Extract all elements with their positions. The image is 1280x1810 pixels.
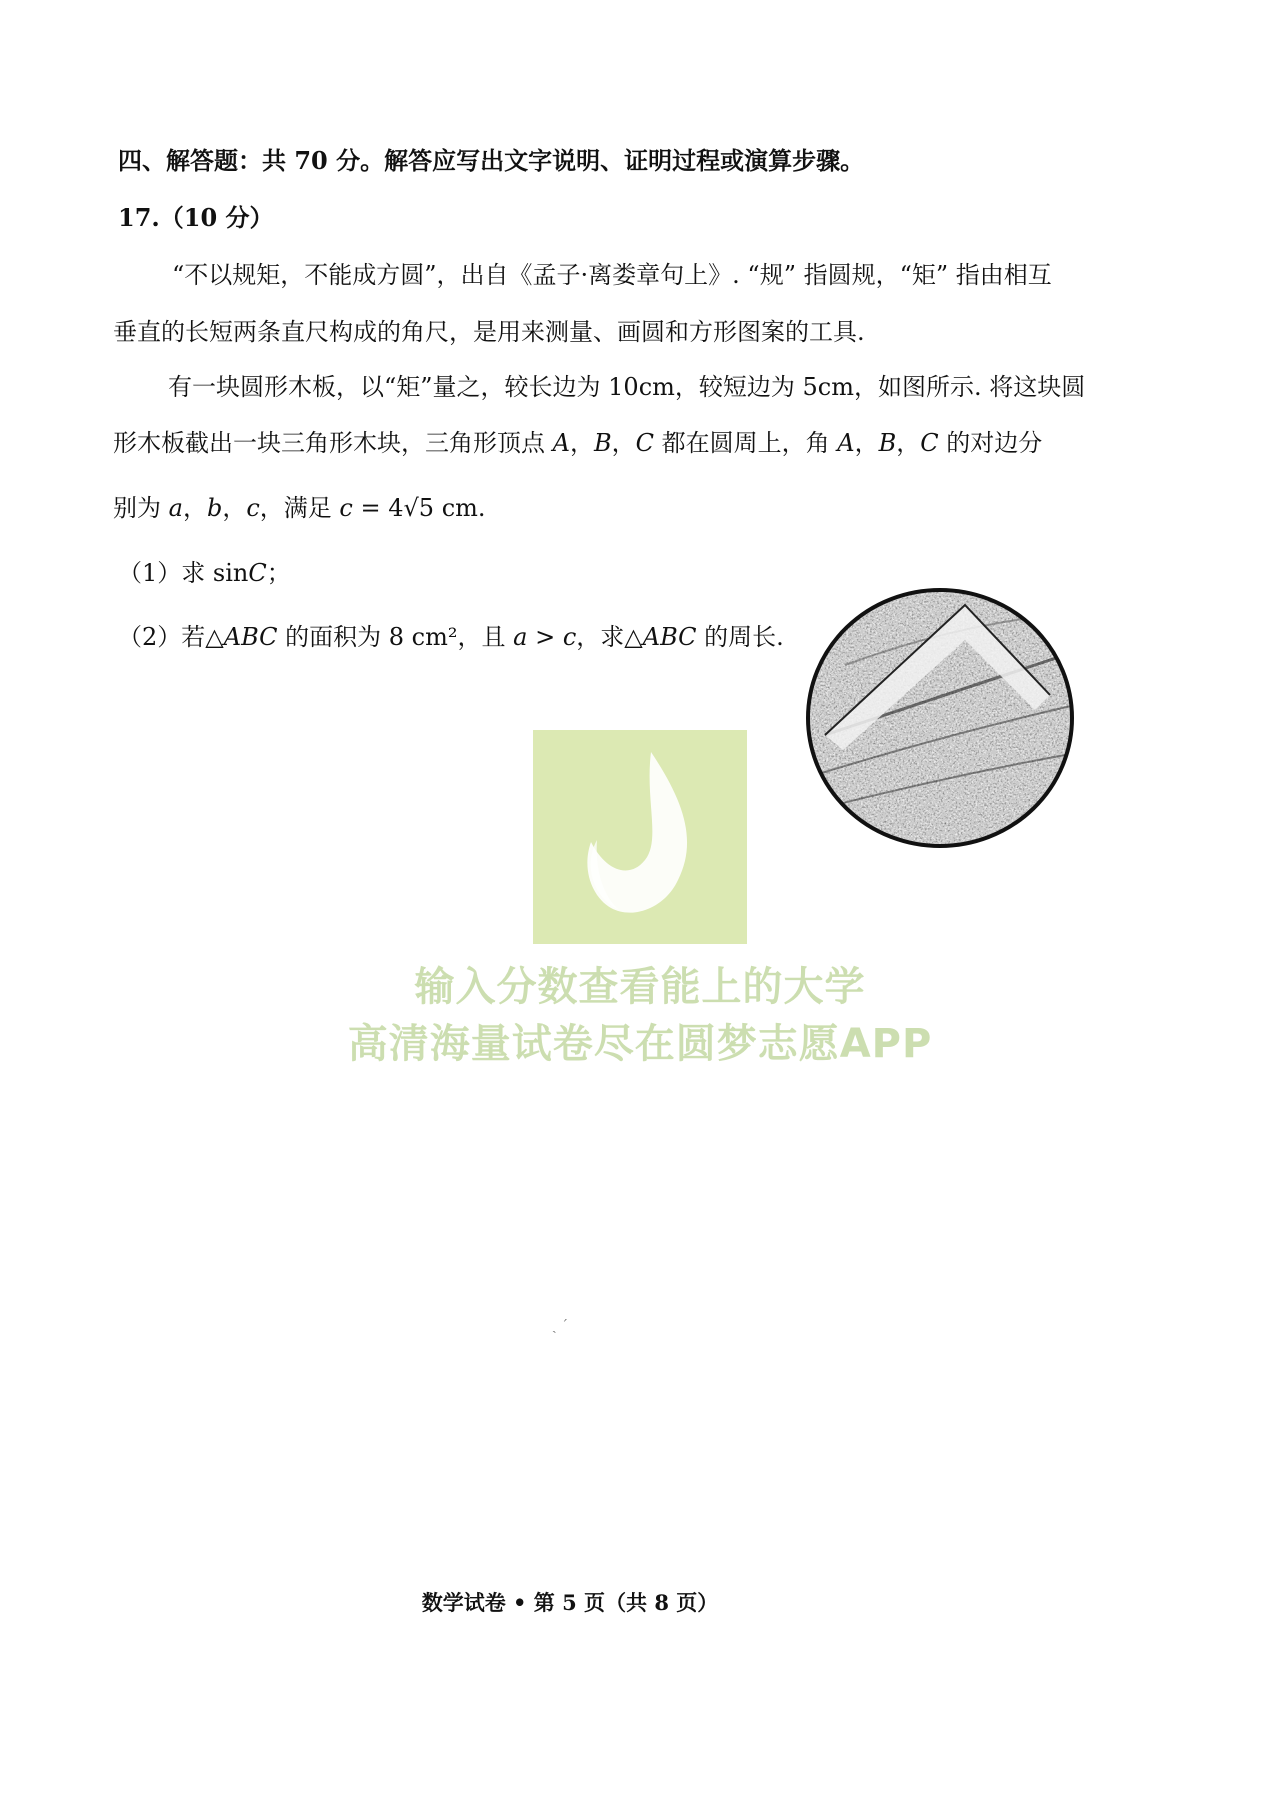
separator: ， (569, 429, 594, 457)
wooden-board-figure (805, 585, 1075, 850)
app-logo-watermark (533, 730, 747, 944)
separator: ， (896, 429, 921, 457)
sub-question-2 (118, 622, 784, 652)
text-fragment: ，求△ (576, 623, 643, 651)
var-C: C (248, 559, 267, 587)
var-c: c (562, 623, 577, 651)
var-C: C (920, 429, 939, 457)
paragraph-2-line-1: 有一块圆形木板，以“矩”量之，较长边为 10cm，较短边为 5cm，如图所示. 将这块圆 (168, 373, 1086, 401)
paragraph-2-line-2 (113, 428, 1042, 458)
sub-question-1 (118, 558, 291, 588)
var-a: a (513, 623, 528, 651)
var-A: A (837, 429, 855, 457)
var-C: C (635, 429, 654, 457)
text-fragment: 别为 (113, 494, 169, 522)
watermark-line-2: 高清海量试卷尽在圆梦志愿APP (347, 1021, 933, 1067)
page-footer: 数学试卷 • 第 5 页（共 8 页） (421, 1590, 719, 1615)
equation: = 4√5 cm. (352, 494, 486, 522)
text-fragment: ； (266, 559, 291, 587)
var-B: B (878, 429, 897, 457)
watermark-line-1: 输入分数查看能上的大学 (414, 964, 866, 1010)
var-b: b (206, 494, 223, 522)
separator: ， (222, 494, 247, 522)
text-fragment: 都在圆周上，角 (654, 429, 838, 457)
paragraph-1-line-2: 垂直的长短两条直尺构成的角尺，是用来测量、画圆和方形图案的工具. (113, 318, 865, 346)
text-fragment: 的面积为 8 cm²，且 (277, 623, 514, 651)
text-fragment: ，满足 (259, 494, 340, 522)
paragraph-1-line-1: “不以规矩，不能成方圆”，出自《孟子·离娄章句上》. “规” 指圆规，“矩” 指由相互 (172, 261, 1052, 289)
text-fragment: 的周长. (696, 623, 784, 651)
var-A: A (552, 429, 570, 457)
var-B: B (593, 429, 612, 457)
scan-speck: ˏ ˊ (552, 1318, 569, 1334)
separator: ， (182, 494, 207, 522)
question-number: 17.（10 分） (118, 203, 274, 232)
section-heading: 四、解答题：共 70 分。解答应写出文字说明、证明过程或演算步骤。 (118, 146, 865, 175)
var-a: a (168, 494, 183, 522)
paragraph-2-line-3 (113, 493, 486, 523)
text-fragment: > (527, 623, 563, 651)
separator: ， (854, 429, 879, 457)
var-c: c (246, 494, 260, 522)
separator: ， (611, 429, 636, 457)
var-ABC: ABC (642, 623, 697, 651)
var-c: c (339, 494, 353, 522)
var-ABC: ABC (223, 623, 278, 651)
text-fragment: 形木板截出一块三角形木块，三角形顶点 (113, 429, 553, 457)
sub-question-label: （1）求 sin (118, 559, 249, 587)
text-fragment: 的对边分 (938, 429, 1043, 457)
text-fragment: （2）若△ (118, 623, 224, 651)
